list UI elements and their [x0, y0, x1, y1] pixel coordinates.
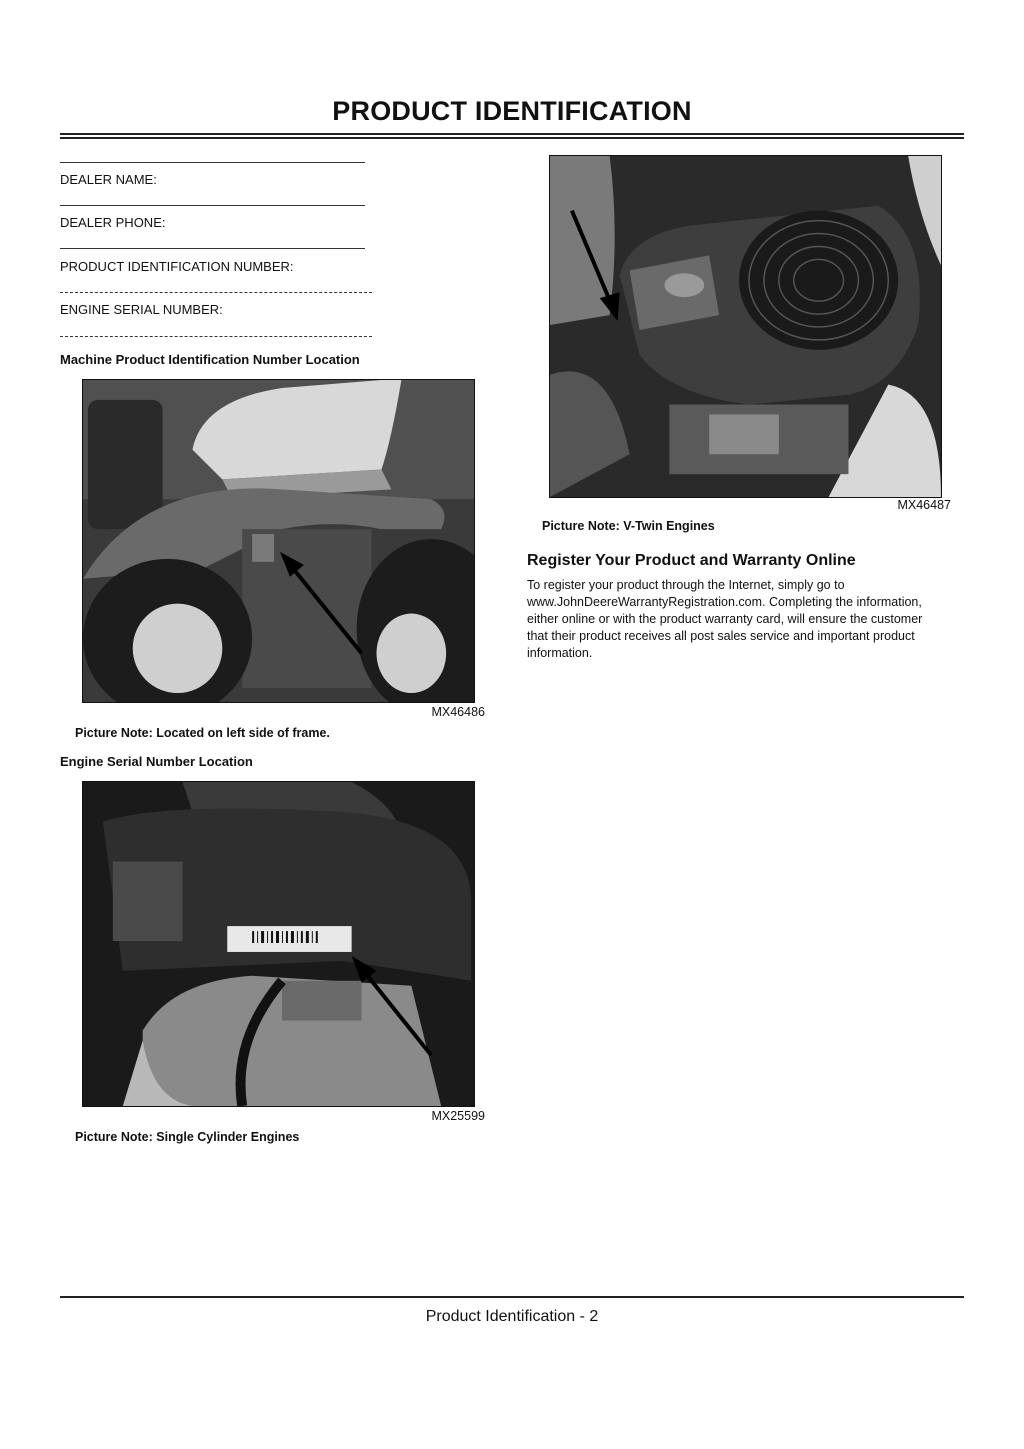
tractor-frame-photo	[82, 379, 475, 703]
register-line: www.JohnDeereWarrantyRegistration.com. Completing the information,	[527, 595, 922, 609]
machine-pin-heading: Machine Product Identification Number Location	[60, 352, 360, 367]
page-footer: Product Identification - 2	[425, 1308, 599, 1325]
image-code: MX25599	[431, 1109, 485, 1123]
engine-serial-heading: Engine Serial Number Location	[60, 754, 253, 769]
picture-note: Picture Note: V-Twin Engines	[542, 519, 715, 533]
register-paragraph	[527, 577, 957, 662]
blank-line	[60, 162, 365, 163]
picture-note: Picture Note: Located on left side of frame.	[75, 726, 330, 740]
register-line: either online or with the product warranty card, will ensure the customer	[527, 612, 923, 626]
image-code: MX46486	[431, 705, 485, 719]
register-line: that their product receives all post sales service and important product	[527, 629, 915, 643]
blank-line	[60, 205, 365, 206]
vtwin-engine-illustration	[550, 156, 941, 497]
vtwin-engine-photo	[549, 155, 942, 498]
dealer-name-label: DEALER NAME:	[60, 172, 157, 187]
pin-label: PRODUCT IDENTIFICATION NUMBER:	[60, 259, 294, 274]
serial-boxes-line	[60, 336, 372, 337]
footer-divider	[60, 1296, 964, 1298]
dealer-phone-label: DEALER PHONE:	[60, 215, 166, 230]
register-heading: Register Your Product and Warranty Online	[527, 552, 856, 569]
picture-note: Picture Note: Single Cylinder Engines	[75, 1130, 300, 1144]
register-line: To register your product through the Internet, simply go to	[527, 578, 845, 592]
image-code: MX46487	[897, 498, 951, 512]
page-title: PRODUCT IDENTIFICATION	[332, 96, 692, 126]
register-line: information.	[527, 646, 593, 660]
single-cylinder-engine-photo	[82, 781, 475, 1107]
single-cylinder-engine-illustration	[83, 782, 474, 1106]
engine-serial-label: ENGINE SERIAL NUMBER:	[60, 302, 223, 317]
title-divider	[60, 133, 964, 139]
tractor-frame-illustration	[83, 380, 474, 702]
pin-boxes-line	[60, 292, 372, 293]
blank-line	[60, 248, 365, 249]
